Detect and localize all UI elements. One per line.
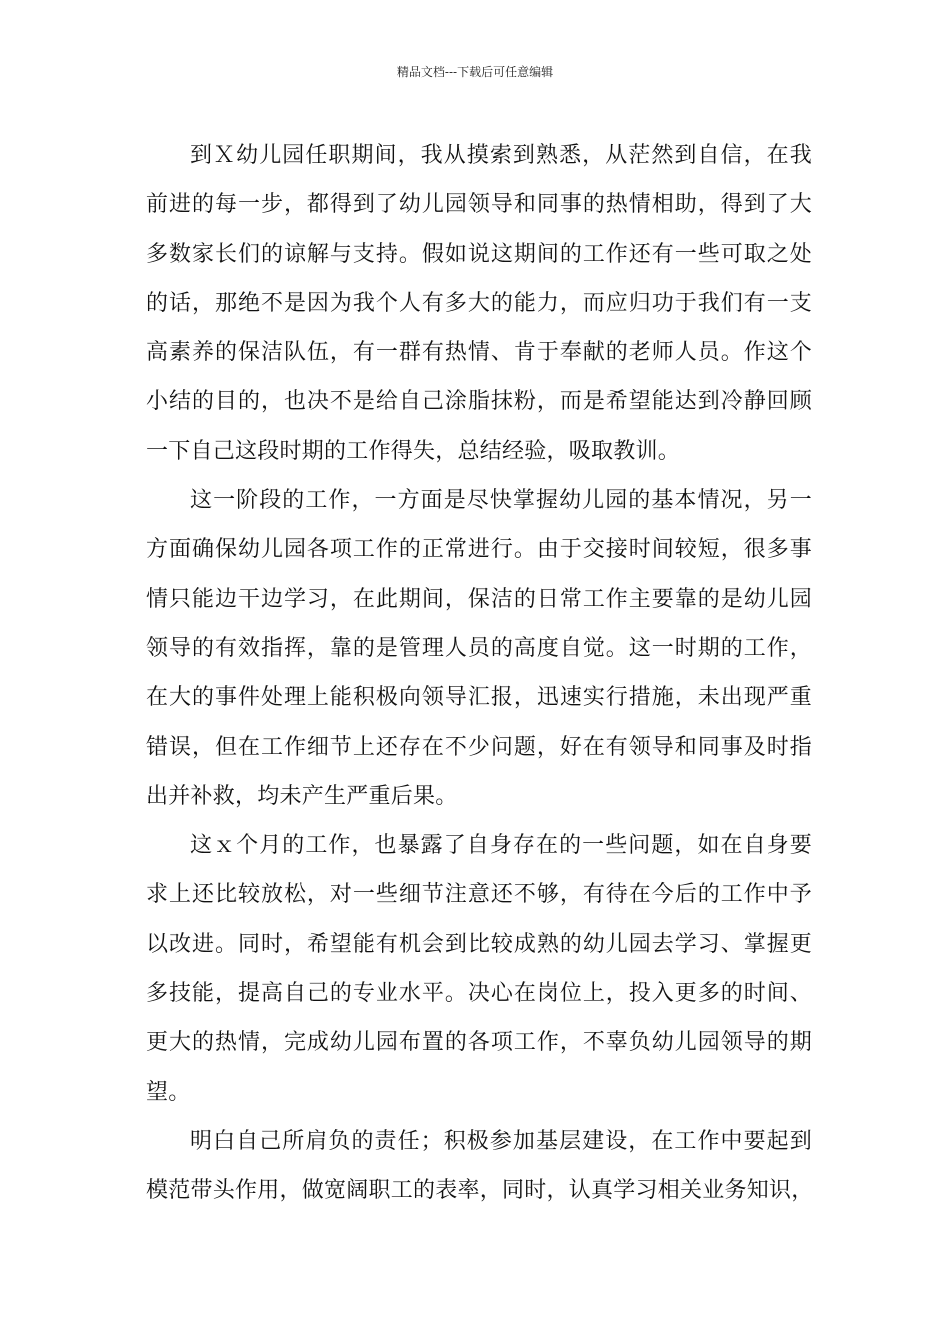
paragraph-2 bbox=[146, 476, 812, 821]
text-line: 求上还比较放松，对一些细节注意还不够，有待在今后的工作中予 bbox=[146, 882, 812, 908]
text-line: 错误，但在工作细节上还存在不少问题，好在有领导和同事及时指 bbox=[146, 734, 812, 760]
text-line: 以改进。同时，希望能有机会到比较成熟的幼儿园去学习、掌握更 bbox=[146, 931, 812, 957]
text-line: 这一阶段的工作，一方面是尽快掌握幼儿园的基本情况，另一 bbox=[190, 488, 812, 514]
text-line: 领导的有效指挥，靠的是管理人员的高度自觉。这一时期的工作， bbox=[146, 635, 812, 661]
text-line: 模范带头作用，做宽阔职工的表率，同时，认真学习相关业务知识， bbox=[146, 1178, 814, 1204]
paragraph-1 bbox=[146, 131, 812, 476]
text-line: 小结的目的，也决不是给自己涂脂抹粉，而是希望能达到冷静回顾 bbox=[146, 389, 812, 415]
text-line: 方面确保幼儿园各项工作的正常进行。由于交接时间较短，很多事 bbox=[146, 537, 812, 563]
text-line: 明白自己所肩负的责任；积极参加基层建设，在工作中要起到 bbox=[190, 1128, 812, 1154]
text-line: 多数家长们的谅解与支持。假如说这期间的工作还有一些可取之处 bbox=[146, 241, 812, 267]
text-line: 在大的事件处理上能积极向领导汇报，迅速实行措施，未出现严重 bbox=[146, 685, 812, 711]
text-line: 的话，那绝不是因为我个人有多大的能力，而应归功于我们有一支 bbox=[146, 290, 812, 316]
paragraph-3 bbox=[146, 821, 812, 1117]
page-header: 精品文档---下载后可任意编辑 bbox=[396, 65, 554, 79]
text-line: 到Ｘ幼儿园任职期间，我从摸索到熟悉，从茫然到自信，在我 bbox=[190, 143, 812, 168]
text-line: 高素养的保洁队伍，有一群有热情、肯于奉献的老师人员。作这个 bbox=[146, 340, 812, 366]
text-line: 多技能，提高自己的专业水平。决心在岗位上，投入更多的时间、 bbox=[146, 981, 812, 1007]
text-line: 出并补救，均未产生严重后果。 bbox=[146, 783, 458, 809]
text-line: 情只能边干边学习，在此期间，保洁的日常工作主要靠的是幼儿园 bbox=[146, 586, 812, 612]
text-line: 更大的热情，完成幼儿园布置的各项工作，不辜负幼儿园领导的期 bbox=[146, 1030, 812, 1056]
text-line: 一下自己这段时期的工作得失，总结经验，吸取教训。 bbox=[146, 438, 681, 464]
text-line: 前进的每一步，都得到了幼儿园领导和同事的热情相助，得到了大 bbox=[146, 192, 812, 218]
paragraph-4 bbox=[146, 1117, 812, 1216]
document-body bbox=[146, 131, 812, 1216]
text-line: 这ｘ个月的工作，也暴露了自身存在的一些问题，如在自身要 bbox=[190, 833, 812, 859]
text-line: 望。 bbox=[146, 1079, 191, 1105]
